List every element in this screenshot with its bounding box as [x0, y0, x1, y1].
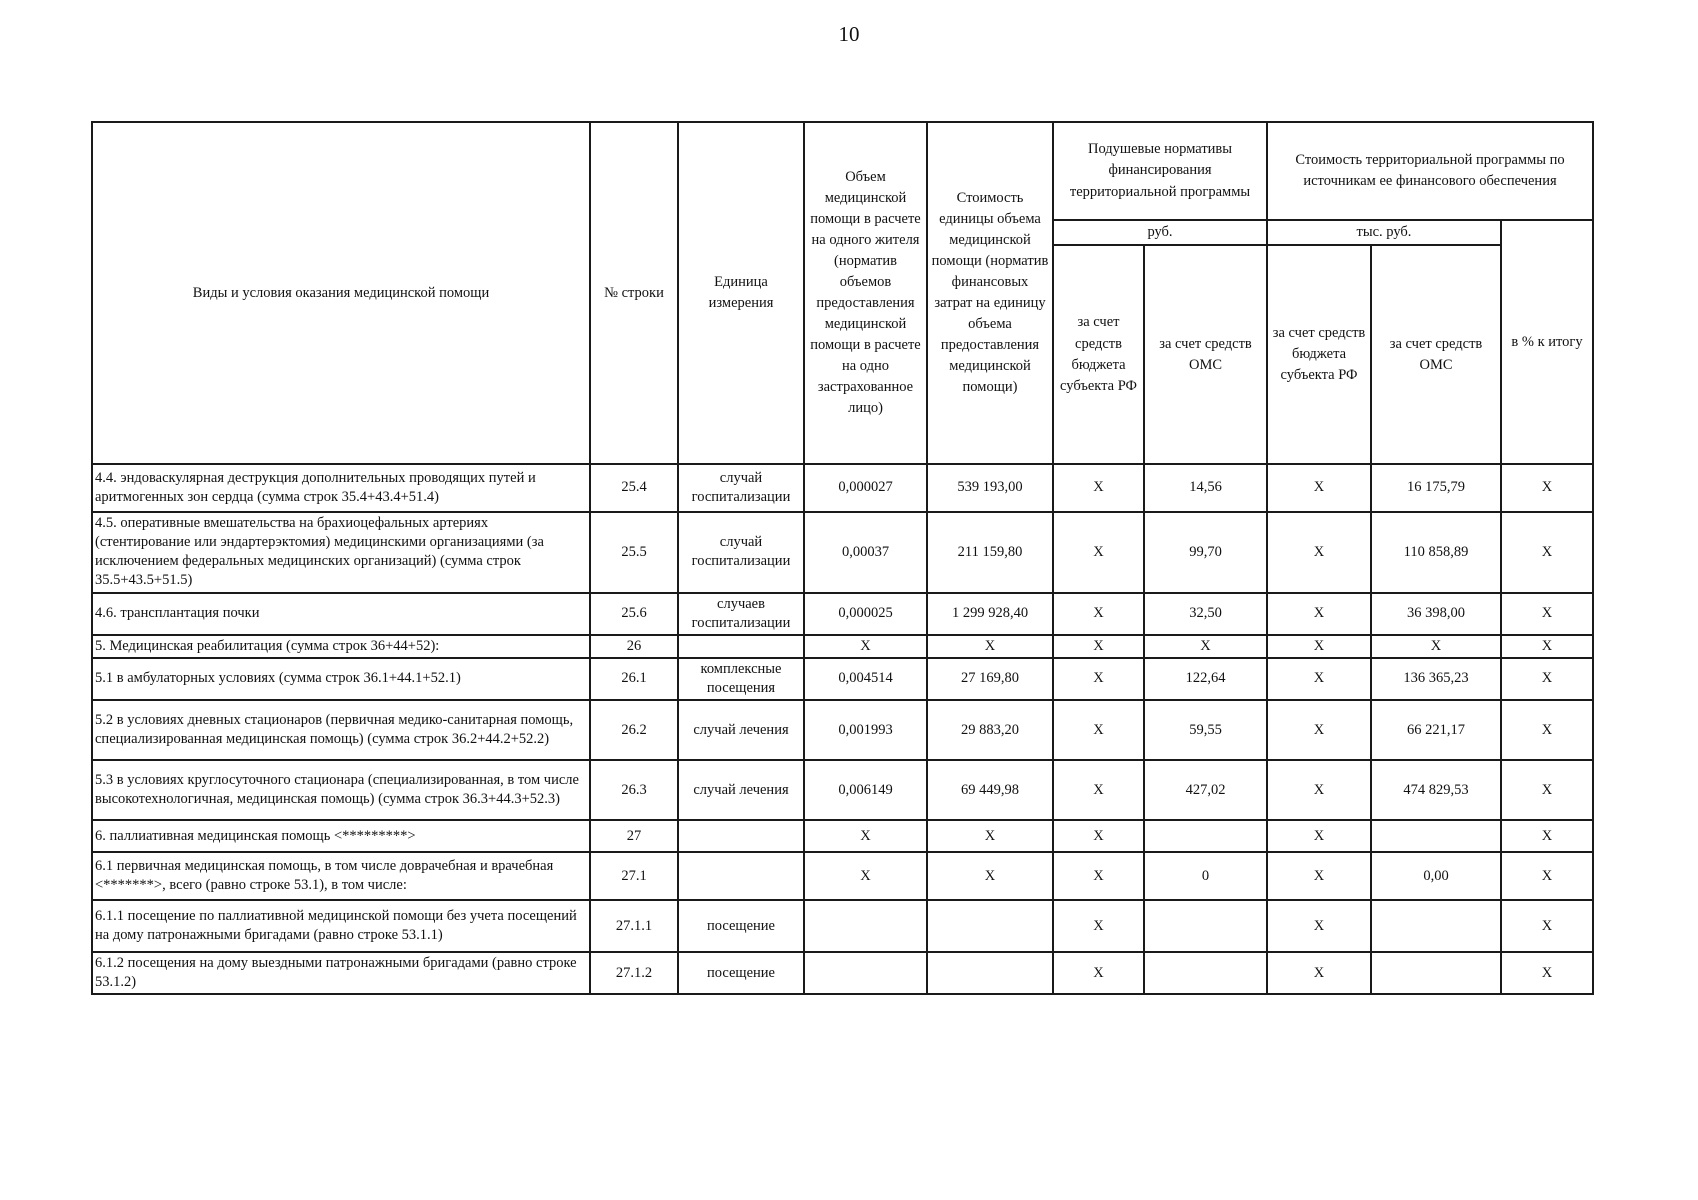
row-total-oms: X [1371, 635, 1501, 658]
row-unit-cost [927, 900, 1053, 952]
row-volume [804, 900, 927, 952]
header-unit: Единица измерения [678, 122, 804, 464]
table-row [92, 635, 1593, 658]
row-label: 5. Медицинская реабилитация (сумма строк 36+44+52): [92, 635, 590, 658]
row-volume: X [804, 852, 927, 900]
table-header [92, 122, 1593, 464]
row-per-capita-budget: X [1053, 700, 1144, 760]
header-total-oms: за счет средств ОМС [1371, 245, 1501, 464]
row-total-oms: 136 365,23 [1371, 658, 1501, 700]
row-total-oms: 16 175,79 [1371, 464, 1501, 512]
row-total-budget: X [1267, 952, 1371, 994]
header-per-capita-budget: за счет средств бюджета субъекта РФ [1053, 245, 1144, 464]
row-percent: X [1501, 852, 1593, 900]
row-unit-cost: X [927, 635, 1053, 658]
header-unit-cost: Стоимость единицы объема медицинской помощи (норматив финансовых затрат на единицу объема предоставления медицинской помощи) [927, 122, 1053, 464]
row-percent: X [1501, 760, 1593, 820]
row-per-capita-budget: X [1053, 900, 1144, 952]
row-number: 26.1 [590, 658, 678, 700]
row-label: 5.3 в условиях круглосуточного стационара (специализированная, в том числе высокотехнологичная, медицинская помощь) (сумма строк 36.3+44.3+52.3) [92, 760, 590, 820]
row-per-capita-budget: X [1053, 658, 1144, 700]
row-per-capita-oms [1144, 900, 1267, 952]
row-total-budget: X [1267, 464, 1371, 512]
row-number: 25.6 [590, 593, 678, 635]
row-total-oms: 110 858,89 [1371, 512, 1501, 593]
row-number: 27.1.1 [590, 900, 678, 952]
row-unit: случай лечения [678, 760, 804, 820]
row-volume: 0,001993 [804, 700, 927, 760]
row-per-capita-budget: X [1053, 820, 1144, 852]
header-unit-thousand-rub: тыс. руб. [1267, 220, 1501, 245]
row-unit: посещение [678, 900, 804, 952]
row-unit-cost: 29 883,20 [927, 700, 1053, 760]
row-unit: случай госпитализации [678, 464, 804, 512]
row-per-capita-budget: X [1053, 760, 1144, 820]
row-number: 25.5 [590, 512, 678, 593]
row-unit-cost: 539 193,00 [927, 464, 1053, 512]
row-label: 5.1 в амбулаторных условиях (сумма строк 36.1+44.1+52.1) [92, 658, 590, 700]
table-row [92, 464, 1593, 512]
row-unit [678, 635, 804, 658]
row-label: 6.1 первичная медицинская помощь, в том числе доврачебная и врачебная <*******>, всего (равно строке 53.1), в том числе: [92, 852, 590, 900]
table-row [92, 820, 1593, 852]
row-percent: X [1501, 658, 1593, 700]
header-type: Виды и условия оказания медицинской помощи [92, 122, 590, 464]
header-percent: в % к итогу [1501, 220, 1593, 464]
row-total-oms [1371, 900, 1501, 952]
row-percent: X [1501, 820, 1593, 852]
row-total-budget: X [1267, 760, 1371, 820]
row-number: 26.3 [590, 760, 678, 820]
row-label: 5.2 в условиях дневных стационаров (первичная медико-санитарная помощь, специализированная медицинская помощь) (сумма строк 36.2+44.2+52.2) [92, 700, 590, 760]
row-number: 27.1.2 [590, 952, 678, 994]
row-unit: случай лечения [678, 700, 804, 760]
header-unit-rub: руб. [1053, 220, 1267, 245]
row-per-capita-budget: X [1053, 464, 1144, 512]
row-per-capita-oms: 14,56 [1144, 464, 1267, 512]
row-label: 6. паллиативная медицинская помощь <*********> [92, 820, 590, 852]
row-volume: 0,00037 [804, 512, 927, 593]
row-total-budget: X [1267, 658, 1371, 700]
row-percent: X [1501, 512, 1593, 593]
row-unit-cost: 211 159,80 [927, 512, 1053, 593]
row-per-capita-budget: X [1053, 512, 1144, 593]
row-volume: 0,000025 [804, 593, 927, 635]
row-volume: 0,006149 [804, 760, 927, 820]
row-number: 27 [590, 820, 678, 852]
row-per-capita-oms: 427,02 [1144, 760, 1267, 820]
table-row [92, 593, 1593, 635]
header-program-cost-group: Стоимость территориальной программы по источникам ее финансового обеспечения [1267, 122, 1593, 220]
row-total-oms [1371, 952, 1501, 994]
row-per-capita-oms: 99,70 [1144, 512, 1267, 593]
row-total-oms: 36 398,00 [1371, 593, 1501, 635]
row-unit: посещение [678, 952, 804, 994]
row-unit-cost: 69 449,98 [927, 760, 1053, 820]
row-percent: X [1501, 635, 1593, 658]
row-volume: X [804, 820, 927, 852]
row-volume: X [804, 635, 927, 658]
row-percent: X [1501, 900, 1593, 952]
row-per-capita-oms: 32,50 [1144, 593, 1267, 635]
row-per-capita-oms: 59,55 [1144, 700, 1267, 760]
row-percent: X [1501, 464, 1593, 512]
row-volume: 0,000027 [804, 464, 927, 512]
row-volume: 0,004514 [804, 658, 927, 700]
header-per-capita-oms: за счет средств ОМС [1144, 245, 1267, 464]
row-unit: случай госпитализации [678, 512, 804, 593]
row-unit: комплексные посещения [678, 658, 804, 700]
row-unit: случаев госпитализации [678, 593, 804, 635]
row-total-budget: X [1267, 820, 1371, 852]
program-cost-table [91, 121, 1594, 995]
table-body [92, 464, 1593, 994]
row-unit-cost: 27 169,80 [927, 658, 1053, 700]
table-row [92, 512, 1593, 593]
page-number: 10 [838, 22, 860, 46]
row-number: 26 [590, 635, 678, 658]
row-total-budget: X [1267, 700, 1371, 760]
row-per-capita-oms: 122,64 [1144, 658, 1267, 700]
row-label: 6.1.2 посещения на дому выездными патронажными бригадами (равно строке 53.1.2) [92, 952, 590, 994]
row-total-budget: X [1267, 852, 1371, 900]
header-total-budget: за счет средств бюджета субъекта РФ [1267, 245, 1371, 464]
row-percent: X [1501, 700, 1593, 760]
row-number: 27.1 [590, 852, 678, 900]
row-per-capita-budget: X [1053, 635, 1144, 658]
row-total-budget: X [1267, 635, 1371, 658]
row-number: 25.4 [590, 464, 678, 512]
table-row [92, 658, 1593, 700]
row-unit [678, 820, 804, 852]
row-per-capita-oms [1144, 820, 1267, 852]
row-per-capita-oms: X [1144, 635, 1267, 658]
row-unit-cost: X [927, 852, 1053, 900]
row-per-capita-oms: 0 [1144, 852, 1267, 900]
table-row [92, 852, 1593, 900]
row-total-oms: 0,00 [1371, 852, 1501, 900]
row-volume [804, 952, 927, 994]
row-percent: X [1501, 952, 1593, 994]
row-total-budget: X [1267, 512, 1371, 593]
row-unit-cost [927, 952, 1053, 994]
row-label: 4.4. эндоваскулярная деструкция дополнительных проводящих путей и аритмогенных зон сердца (сумма строк 35.4+43.4+51.4) [92, 464, 590, 512]
row-total-budget: X [1267, 900, 1371, 952]
table-row [92, 952, 1593, 994]
row-label: 6.1.1 посещение по паллиативной медицинской помощи без учета посещений на дому патронажными бригадами (равно строке 53.1.1) [92, 900, 590, 952]
row-unit [678, 852, 804, 900]
row-per-capita-budget: X [1053, 852, 1144, 900]
row-total-oms: 474 829,53 [1371, 760, 1501, 820]
row-label: 4.5. оперативные вмешательства на брахиоцефальных артериях (стентирование или эндартерэктомия) медицинскими организациями (за исключением федеральных медицинских организаций) (сумма строк 35.5+43.5+51.5) [92, 512, 590, 593]
row-label: 4.6. трансплантация почки [92, 593, 590, 635]
row-total-budget: X [1267, 593, 1371, 635]
row-per-capita-budget: X [1053, 593, 1144, 635]
row-per-capita-budget: X [1053, 952, 1144, 994]
row-number: 26.2 [590, 700, 678, 760]
row-total-oms: 66 221,17 [1371, 700, 1501, 760]
header-per-capita-group: Подушевые нормативы финансирования территориальной программы [1053, 122, 1267, 220]
row-unit-cost: X [927, 820, 1053, 852]
table-row [92, 900, 1593, 952]
header-row-number: № строки [590, 122, 678, 464]
table-row [92, 700, 1593, 760]
header-volume: Объем медицинской помощи в расчете на одного жителя (норматив объемов предоставления медицинской помощи в расчете на одно застрахованное лицо) [804, 122, 927, 464]
row-unit-cost: 1 299 928,40 [927, 593, 1053, 635]
row-percent: X [1501, 593, 1593, 635]
table-row [92, 760, 1593, 820]
row-total-oms [1371, 820, 1501, 852]
row-per-capita-oms [1144, 952, 1267, 994]
